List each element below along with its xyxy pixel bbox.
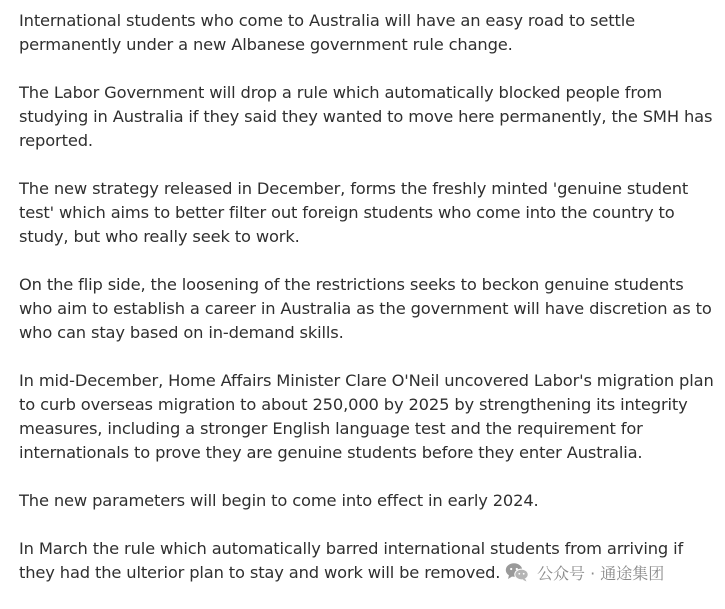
article-paragraph-2: The Labor Government will drop a rule which automatically blocked people from studying in Australia if they said they wanted to move here permanently, the SMH has reported. <box>19 83 713 150</box>
watermark-text: 公众号 · 通途集团 <box>537 563 665 583</box>
article-paragraph-6: The new parameters will begin to come into effect in early 2024. <box>19 491 539 510</box>
article-body <box>19 9 719 609</box>
wechat-icon <box>505 562 529 582</box>
article-paragraph-1: International students who come to Australia will have an easy road to settle permanently under a new Albanese government rule change. <box>19 11 635 54</box>
article-paragraph-5: In mid-December, Home Affairs Minister Clare O'Neil uncovered Labor's migration plan to curb overseas migration to about 250,000 by 2025 by strengthening its integrity measures, including a stronger English language test and the requirement for internationals to prove they are genuine students before they enter Australia. <box>19 371 714 462</box>
wechat-watermark <box>505 559 668 585</box>
article-paragraph-3: The new strategy released in December, forms the freshly minted 'genuine student test' which aims to better filter out foreign students who come into the country to study, but who really seek to work. <box>19 179 689 246</box>
article-paragraph-7: In March the rule which automatically barred international students from arriving if they had the ulterior plan to stay and work will be removed. <box>19 539 684 582</box>
article-paragraph-4: On the flip side, the loosening of the restrictions seeks to beckon genuine students who aim to establish a career in Australia as the government will have discretion as to who can stay based on in-demand skills. <box>19 275 712 342</box>
